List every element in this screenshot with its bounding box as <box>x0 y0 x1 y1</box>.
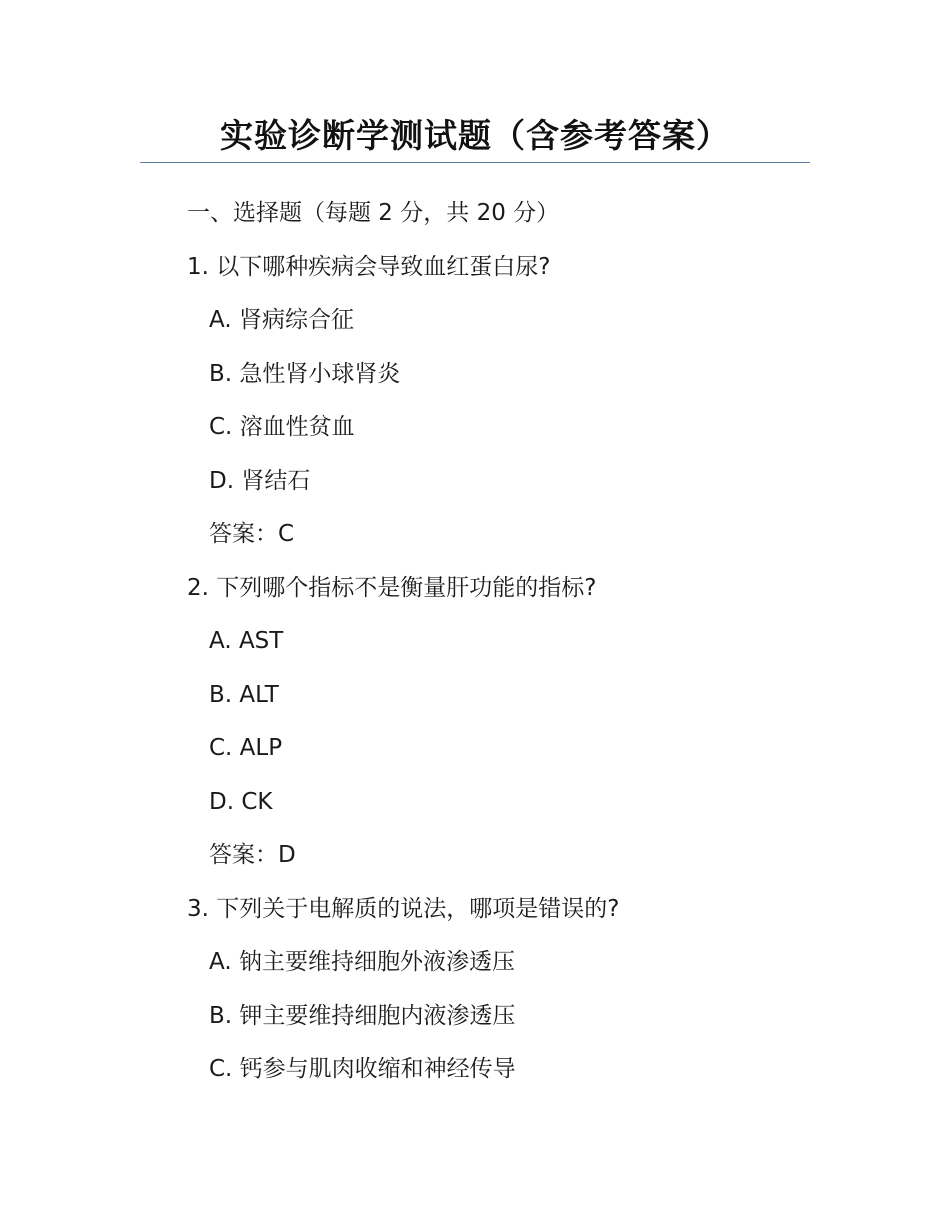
question-option: D. CK <box>209 788 273 815</box>
question-stem: 1. 以下哪种疾病会导致血红蛋白尿? <box>187 253 551 280</box>
question-option: B. 钾主要维持细胞内液渗透压 <box>209 1002 516 1029</box>
section-heading: 一、选择题（每题 2 分，共 20 分） <box>187 200 560 226</box>
document-title: 实验诊断学测试题（含参考答案） <box>220 116 730 155</box>
question-option: B. ALT <box>209 681 279 708</box>
title-underline <box>140 162 810 163</box>
document-body <box>187 192 807 1102</box>
question-option: A. 钠主要维持细胞外液渗透压 <box>209 949 515 975</box>
question-option: D. 肾结石 <box>209 467 311 494</box>
question-option: B. 急性肾小球肾炎 <box>209 360 401 387</box>
question-stem: 2. 下列哪个指标不是衡量肝功能的指标? <box>187 574 597 601</box>
question-answer: 答案：D <box>209 842 296 868</box>
question-option: C. ALP <box>209 735 283 761</box>
question-option: A. AST <box>209 628 284 654</box>
question-stem: 3. 下列关于电解质的说法，哪项是错误的? <box>187 895 620 922</box>
question-option: C. 钙参与肌肉收缩和神经传导 <box>209 1056 516 1082</box>
question-answer: 答案：C <box>209 521 295 547</box>
question-option: A. 肾病综合征 <box>209 307 354 333</box>
question-option: C. 溶血性贫血 <box>209 414 355 440</box>
